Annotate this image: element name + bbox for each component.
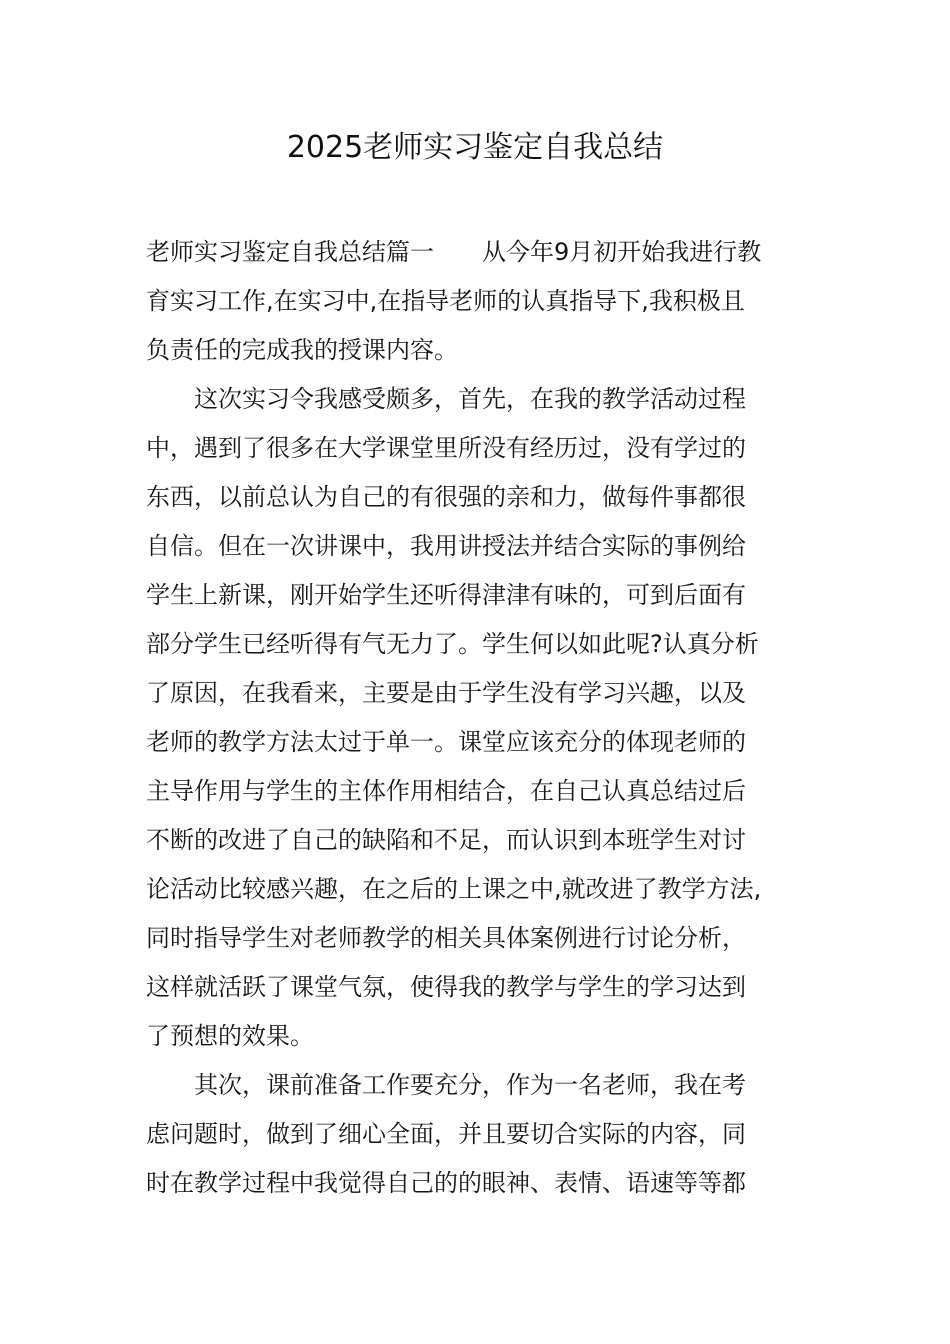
text-line: 其次，课前准备工作要充分，作为一名老师，我在考	[146, 1071, 746, 1099]
text-line: 学生上新课，刚开始学生还听得津津有味的，可到后面有	[146, 581, 746, 609]
text-line: 同时指导学生对老师教学的相关具体案例进行讨论分析，	[146, 924, 746, 952]
text-line: 不断的改进了自己的缺陷和不足，而认识到本班学生对讨	[146, 826, 746, 854]
text-line: 主导作用与学生的主体作用相结合，在自己认真总结过后	[146, 777, 746, 805]
text-line: 部分学生已经听得有气无力了。学生何以如此呢?认真分析	[146, 630, 759, 658]
text-line: 时在教学过程中我觉得自己的的眼神、表情、语速等等都	[146, 1169, 746, 1197]
document-body	[146, 228, 814, 1208]
text-line: 东西，以前总认为自己的有很强的亲和力，做每件事都很	[146, 483, 746, 511]
text-line: 了预想的效果。	[146, 1022, 314, 1050]
text-line: 中，遇到了很多在大学课堂里所没有经历过，没有学过的	[146, 434, 746, 462]
text-line: 老师的教学方法太过于单一。课堂应该充分的体现老师的	[146, 728, 746, 756]
text-line: 这样就活跃了课堂气氛，使得我的教学与学生的学习达到	[146, 973, 746, 1001]
text-line: 育实习工作,在实习中,在指导老师的认真指导下,我积极且	[146, 287, 745, 315]
text-line: 了原因，在我看来，主要是由于学生没有学习兴趣，以及	[146, 679, 746, 707]
text-line: 这次实习令我感受颇多，首先，在我的教学活动过程	[146, 385, 746, 413]
text-line: 虑问题时，做到了细心全面，并且要切合实际的内容，同	[146, 1120, 746, 1148]
text-line: 老师实习鉴定自我总结篇一 从今年9月初开始我进行教	[146, 238, 762, 266]
text-line: 论活动比较感兴趣，在之后的上课之中,就改进了教学方法,	[146, 875, 762, 903]
document-title: 2025老师实习鉴定自我总结	[286, 130, 664, 165]
text-line: 负责任的完成我的授课内容。	[146, 336, 458, 364]
text-line: 自信。但在一次讲课中，我用讲授法并结合实际的事例给	[146, 532, 746, 560]
